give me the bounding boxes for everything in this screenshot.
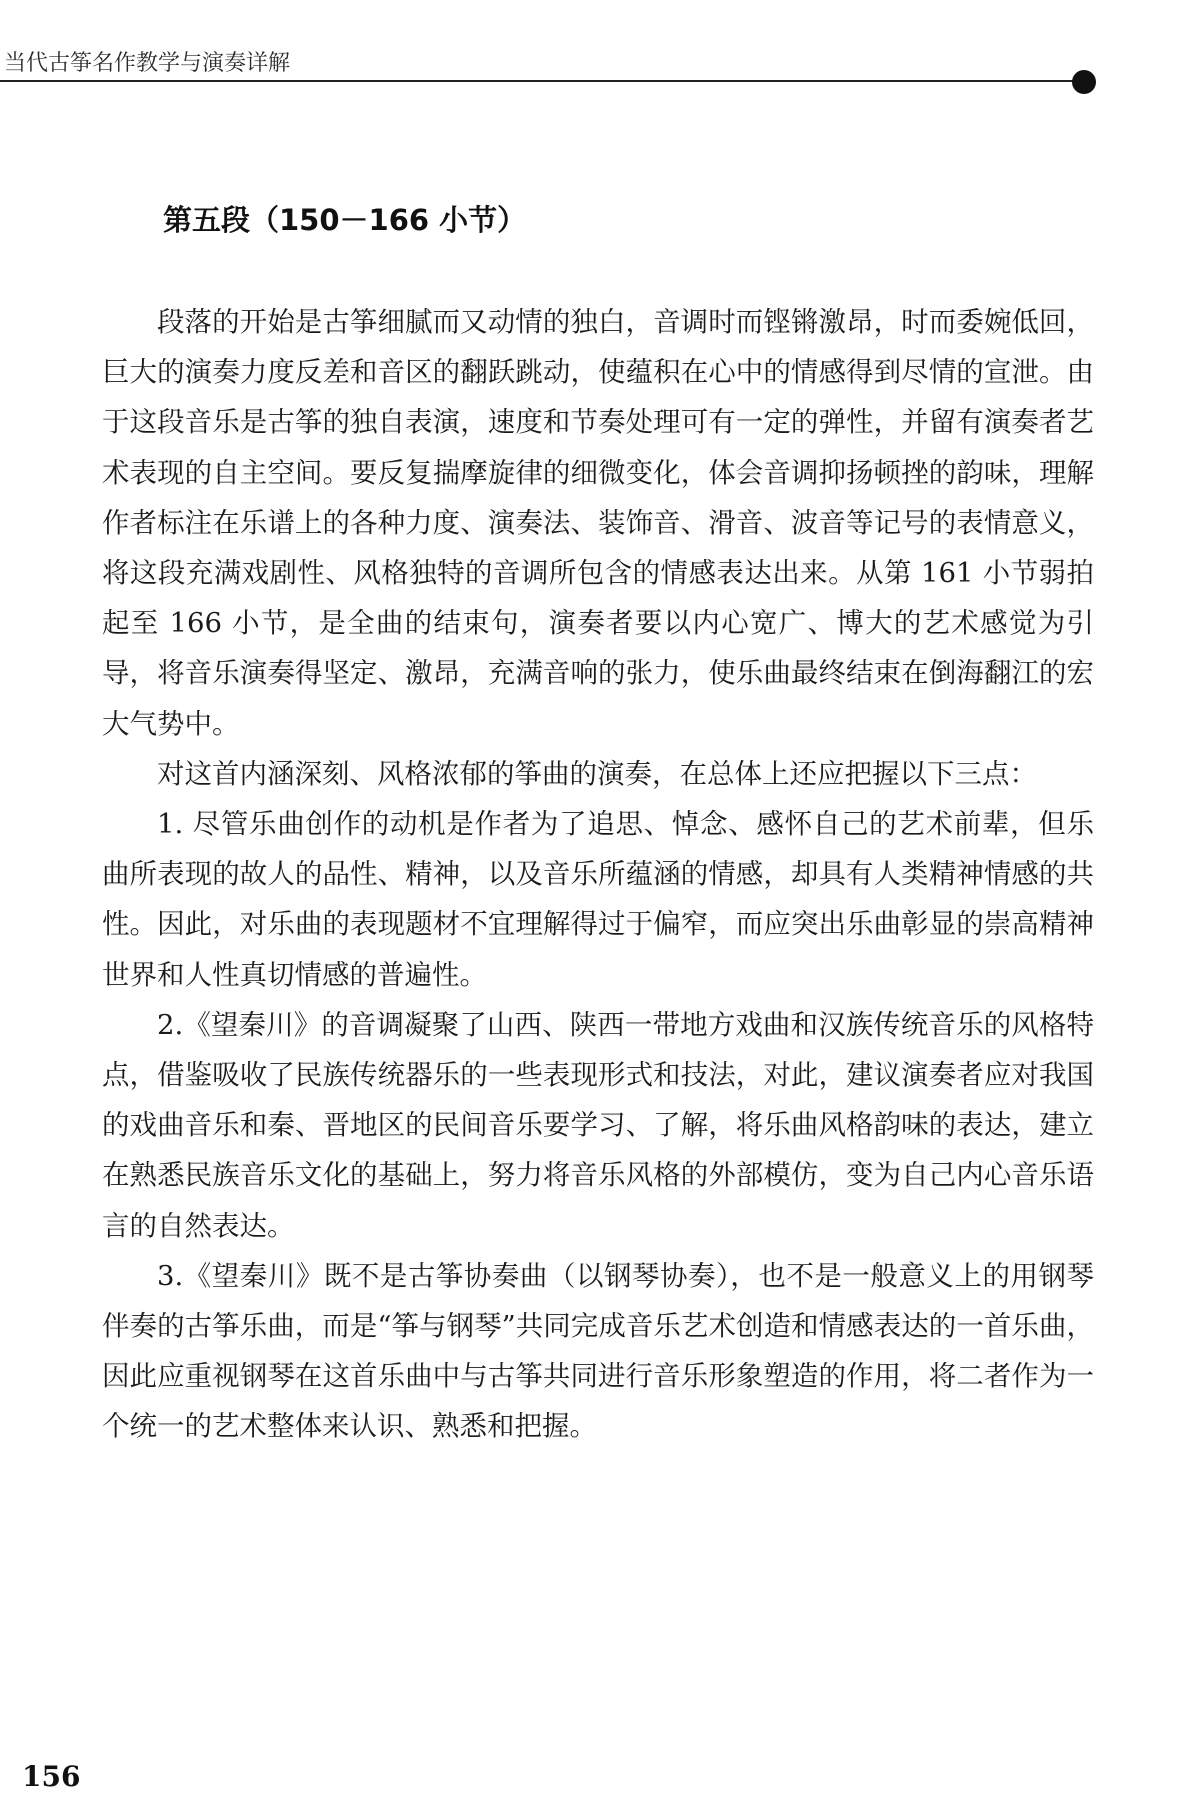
paragraph: 对这首内涵深刻、风格浓郁的筝曲的演奏，在总体上还应把握以下三点： [157, 757, 1037, 790]
paragraph: 段落的开始是古筝细腻而又动情的独白，音调时而铿锵激昂，时而委婉低回，巨大的演奏力度反差和音区的翻跃跳动，使蕴积在心中的情感得到尽情的宣泄。由于这段音乐是古筝的独自表演，速度和节奏处理可有一定的弹性，并留有演奏者艺术表现的自主空间。要反复揣摩旋律的细微变化，体会音调抑扬顿挫的韵味，理解作者标注在乐谱上的各种力度、演奏法、装饰音、滑音、波音等记号的表情意义，将这段充满戏剧性、风格独特的音调所包含的情感表达出来。从第 161 小节弱拍起至 166 小节，是全曲的结束句，演奏者要以内心宽广、博大的艺术感觉为引导，将音乐演奏得坚定、激昂，充满音响的张力，使乐曲最终结束在倒海翻江的宏大气势中。 [102, 306, 1094, 740]
body-text [102, 297, 1094, 1452]
header-rule [0, 80, 1085, 82]
section-title: 第五段（150－166 小节） [163, 203, 527, 237]
paragraph: 1. 尽管乐曲创作的动机是作者为了追思、悼念、感怀自己的艺术前辈，但乐曲所表现的故人的品性、精神，以及音乐所蕴涵的情感，却具有人类精神情感的共性。因此，对乐曲的表现题材不宜理解得过于偏窄，而应突出乐曲彰显的崇高精神世界和人性真切情感的普遍性。 [102, 808, 1094, 991]
running-header-book-title: 当代古筝名作教学与演奏详解 [4, 51, 291, 76]
paragraph: 3.《望秦川》既不是古筝协奏曲（以钢琴协奏），也不是一般意义上的用钢琴伴奏的古筝乐曲，而是“筝与钢琴”共同完成音乐艺术创造和情感表达的一首乐曲，因此应重视钢琴在这首乐曲中与古筝共同进行音乐形象塑造的作用，将二者作为一个统一的艺术整体来认识、熟悉和把握。 [102, 1259, 1094, 1443]
paragraph: 2.《望秦川》的音调凝聚了山西、陕西一带地方戏曲和汉族传统音乐的风格特点，借鉴吸收了民族传统器乐的一些表现形式和技法，对此，建议演奏者应对我国的戏曲音乐和秦、晋地区的民间音乐要学习、了解，将乐曲风格韵味的表达，建立在熟悉民族音乐文化的基础上，努力将音乐风格的外部模仿，变为自己内心音乐语言的自然表达。 [102, 1008, 1094, 1242]
page-number: 156 [22, 1760, 81, 1793]
header-dot-ornament [1072, 70, 1096, 94]
